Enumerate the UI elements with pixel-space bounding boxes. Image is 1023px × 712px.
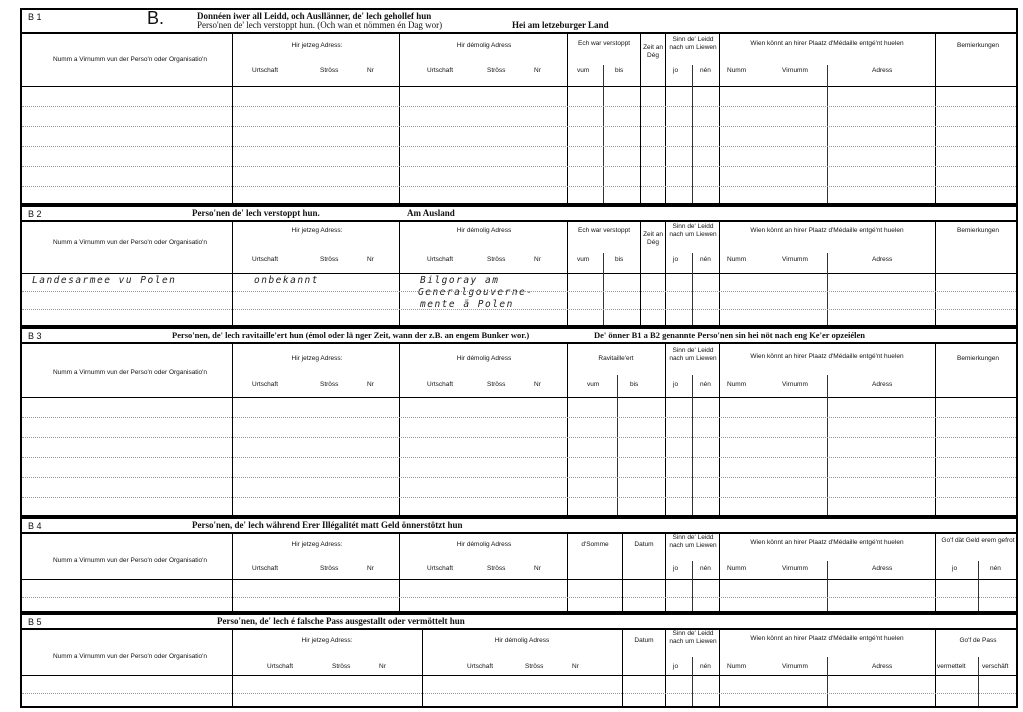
col-former-address-label: Hir démolig Adress <box>456 227 512 234</box>
handwritten-current-address: onbekannt <box>254 275 319 286</box>
col-name-label: Numm a Virnumm vun der Perso'n oder Organisatio'n <box>52 239 208 246</box>
col-jo-label: jo <box>673 565 679 572</box>
col-stross-label: Ströss <box>487 67 506 74</box>
col-ortschaft-label: Urtschaft <box>427 381 454 388</box>
section-title: Perso'nen, de' lech während Erer Illégalitét matt Geld önnerstötzt hun <box>192 520 463 530</box>
col-vum-label: vum <box>577 67 590 74</box>
col-alive-label: Sinn de' Leidd nach um Liewen <box>669 347 717 362</box>
col-ortschaft-label: Urtschaft <box>252 565 279 572</box>
col-nr-label: Nr <box>367 256 374 263</box>
col-vermettelt-label: vermettelt <box>937 663 966 670</box>
section-b4 <box>20 517 1018 613</box>
col-current-address-label: Hir jetzeg Adress: <box>301 637 353 644</box>
col-nr-label: Nr <box>367 67 374 74</box>
col-medal-label: Wien könnt an hirer Plaatz d'Médaille entgé'nt huelen <box>750 40 904 47</box>
col-virnumm-label: Virnumm <box>782 565 808 572</box>
col-numm-label: Numm <box>727 256 747 263</box>
col-nen-label: nén <box>990 565 1001 572</box>
col-remarks-label: Bemierkungen <box>957 42 999 49</box>
col-jo-label: jo <box>673 67 679 74</box>
col-former-address-label: Hir démolig Adress <box>456 42 512 49</box>
handwritten-former-address-1: Bilgoray am <box>420 275 500 286</box>
col-ravitaille-label: Ravitaille'ert <box>598 355 634 362</box>
section-code: B 1 <box>28 12 42 22</box>
col-ortschaft-label: Urtschaft <box>427 565 454 572</box>
col-nen-label: nén <box>700 256 711 263</box>
col-bis-label: bis <box>615 256 624 263</box>
col-adress-label: Adress <box>872 663 893 670</box>
col-adress-label: Adress <box>872 67 893 74</box>
col-stross-label: Ströss <box>487 565 506 572</box>
col-nen-label: nén <box>700 67 711 74</box>
col-ortschaft-label: Urtschaft <box>252 256 279 263</box>
col-hidden-label: Ech war verstoppt <box>577 227 631 234</box>
section-title: Donnéen iwer all Leidd, och Ausllänner, de' lech gehollef hun <box>197 11 432 21</box>
col-former-address-label: Hir démolig Adress <box>456 541 512 548</box>
col-nr-label: Nr <box>534 565 541 572</box>
col-stross-label: Ströss <box>320 67 339 74</box>
col-alive-label: Sinn de' Leidd nach um Liewen <box>669 223 717 238</box>
col-ortschaft-label: Urtschaft <box>427 67 454 74</box>
section-title-extra: Am Ausland <box>407 208 455 218</box>
col-nr-label: Nr <box>367 381 374 388</box>
col-ortschaft-label: Urtschaft <box>427 256 454 263</box>
col-pass-given-label: Go'f de Pass <box>959 637 997 644</box>
col-virnumm-label: Virnumm <box>782 663 808 670</box>
col-ortschaft-label: Urtschaft <box>252 67 279 74</box>
col-remarks-label: Bemierkungen <box>957 355 999 362</box>
section-code: B 3 <box>28 331 42 341</box>
col-medal-label: Wien könnt an hirer Plaatz d'Médaille entgé'nt huelen <box>750 353 904 360</box>
col-adress-label: Adress <box>872 381 893 388</box>
col-nr-label: Nr <box>534 381 541 388</box>
col-hidden-label: Ech war verstoppt <box>577 40 631 47</box>
col-medal-label: Wien könnt an hirer Plaatz d'Médaille entgé'nt huelen <box>750 635 904 642</box>
section-b1 <box>20 8 1018 205</box>
col-stross-label: Ströss <box>487 381 506 388</box>
col-current-address-label: Hir jetzeg Adress: <box>291 541 343 548</box>
col-adress-label: Adress <box>872 256 893 263</box>
col-nen-label: nén <box>700 565 711 572</box>
col-bis-label: bis <box>630 381 639 388</box>
col-stross-label: Ströss <box>332 663 351 670</box>
col-jo-label: jo <box>673 256 679 263</box>
col-adress-label: Adress <box>872 565 893 572</box>
col-vum-label: vum <box>587 381 600 388</box>
col-alive-label: Sinn de' Leidd nach um Liewen <box>669 630 717 645</box>
section-code: B 4 <box>28 521 42 531</box>
section-b5 <box>20 613 1018 708</box>
section-subtitle: Perso'nen de' lech verstoppt hun. (Och wan et nömmen én Dag wor) <box>197 20 443 30</box>
col-current-address-label: Hir jetzeg Adress: <box>291 355 343 362</box>
col-nr-label: Nr <box>534 256 541 263</box>
section-code: B 2 <box>28 209 42 219</box>
col-jo-label: jo <box>952 565 958 572</box>
col-nen-label: nén <box>700 663 711 670</box>
col-zeit-label: Zeit an Dég <box>643 231 663 246</box>
col-bis-label: bis <box>615 67 624 74</box>
col-verschaft-label: verschäft <box>982 663 1009 670</box>
col-name-label: Numm a Virnumm vun der Perso'n oder Organisatio'n <box>52 653 208 660</box>
handwritten-name: Landesarmee vu Polen <box>32 275 177 286</box>
col-former-address-label: Hir démolig Adress <box>494 637 550 644</box>
section-title: Perso'nen, de' lech é falsche Pass ausgestallt oder vermöttelt hun <box>217 616 465 626</box>
col-vum-label: vum <box>577 256 590 263</box>
col-current-address-label: Hir jetzeg Adress: <box>291 42 343 49</box>
col-name-label: Numm a Virnumm vun der Perso'n oder Organisatio'n <box>52 56 208 63</box>
col-nen-label: nén <box>700 381 711 388</box>
col-stross-label: Ströss <box>487 256 506 263</box>
col-current-address-label: Hir jetzeg Adress: <box>291 227 343 234</box>
col-alive-label: Sinn de' Leidd nach um Liewen <box>669 36 717 51</box>
col-ortschaft-label: Urtschaft <box>267 663 294 670</box>
section-title-extra: De' önner B1 a B2 genannte Perso'nen sin hei nöt nach eng Ke'er opzeiélen <box>594 330 865 340</box>
col-ortschaft-label: Urtschaft <box>467 663 494 670</box>
section-title: Perso'nen de' lech verstoppt hun. <box>192 208 320 218</box>
questionnaire-form <box>20 8 1018 708</box>
col-nr-label: Nr <box>534 67 541 74</box>
handwritten-former-address-2: Generalgouverne- <box>418 287 534 298</box>
col-name-label: Numm a Virnumm vun der Perso'n oder Organisatio'n <box>52 369 208 376</box>
col-numm-label: Numm <box>727 381 747 388</box>
col-former-address-label: Hir démolig Adress <box>456 355 512 362</box>
col-remarks-label: Bemierkungen <box>957 227 999 234</box>
section-b2 <box>20 205 1018 327</box>
col-name-label: Numm a Virnumm vun der Perso'n oder Organisatio'n <box>52 557 208 564</box>
handwritten-former-address-3: mente ä Polen <box>420 299 514 310</box>
col-medal-label: Wien könnt an hirer Plaatz d'Médaille entgé'nt huelen <box>750 227 904 234</box>
col-datum-label: Datum <box>634 541 654 548</box>
col-stross-label: Ströss <box>525 663 544 670</box>
section-title-extra: Hei am letzeburger Land <box>512 20 609 30</box>
col-jo-label: jo <box>673 663 679 670</box>
section-b3 <box>20 327 1018 517</box>
col-nr-label: Nr <box>572 663 579 670</box>
col-somme-label: d'Somme <box>581 541 609 548</box>
col-nr-label: Nr <box>379 663 386 670</box>
col-jo-label: jo <box>673 381 679 388</box>
col-virnumm-label: Virnumm <box>782 256 808 263</box>
col-virnumm-label: Virnumm <box>782 67 808 74</box>
col-numm-label: Numm <box>727 565 747 572</box>
col-nr-label: Nr <box>367 565 374 572</box>
col-stross-label: Ströss <box>320 256 339 263</box>
section-title: Perso'nen, de' lech ravitaille'ert hun (émol oder lä nger Zeit, wann der z.B. an engem Bunker wor.) <box>172 330 530 340</box>
col-alive-label: Sinn de' Leidd nach um Liewen <box>669 534 717 549</box>
col-numm-label: Numm <box>727 663 747 670</box>
form-letter-marker: B. <box>147 8 165 28</box>
col-stross-label: Ströss <box>320 565 339 572</box>
col-numm-label: Numm <box>727 67 747 74</box>
col-ortschaft-label: Urtschaft <box>252 381 279 388</box>
col-datum-label: Datum <box>634 637 654 644</box>
col-medal-label: Wien könnt an hirer Plaatz d'Médaille entgé'nt huelen <box>750 539 904 546</box>
col-virnumm-label: Virnumm <box>782 381 808 388</box>
section-code: B 5 <box>28 617 42 627</box>
col-stross-label: Ströss <box>320 381 339 388</box>
col-money-returned-label: Go'f dät Geld erem gefrot <box>941 537 1015 544</box>
col-zeit-label: Zeit an Dég <box>643 44 663 59</box>
